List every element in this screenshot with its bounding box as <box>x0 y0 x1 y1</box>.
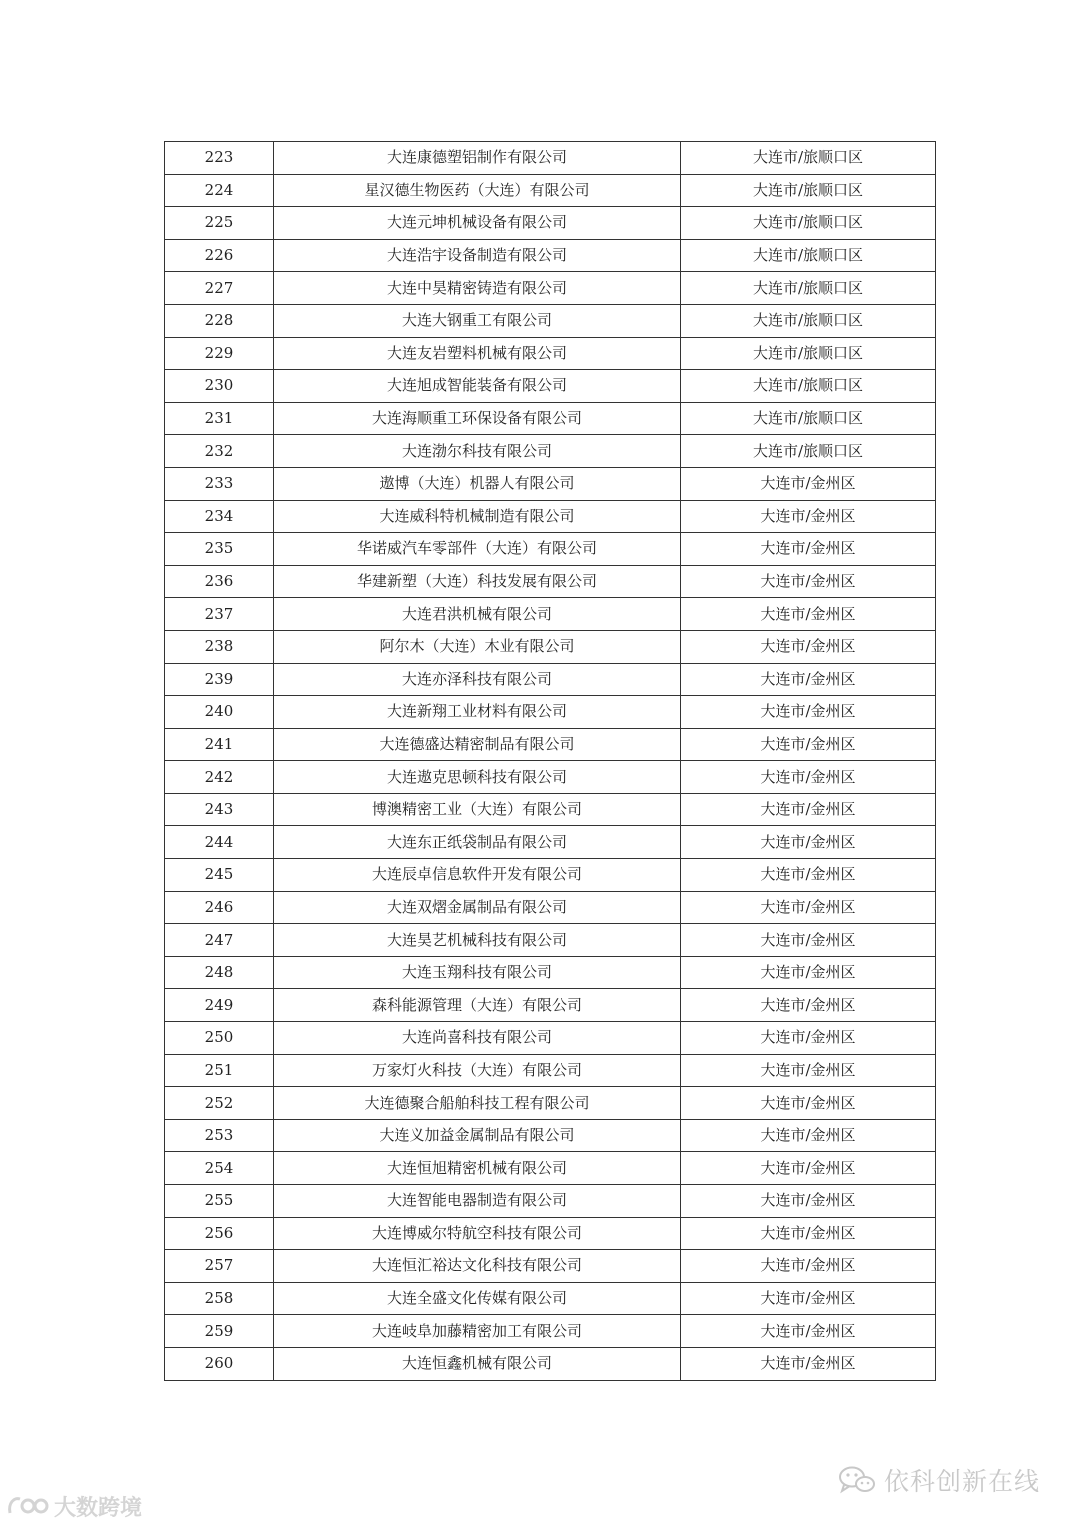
table-row <box>165 793 936 826</box>
location-cell: 大连市/旅顺口区 <box>681 304 936 337</box>
table-row <box>165 1087 936 1120</box>
table-row <box>165 1152 936 1185</box>
table-row <box>165 598 936 631</box>
row-number-cell: 226 <box>165 239 274 272</box>
location-cell: 大连市/金州区 <box>681 891 936 924</box>
wechat-watermark-text: 依科创新在线 <box>884 1467 1041 1496</box>
row-number-cell: 244 <box>165 826 274 859</box>
company-name-cell: 大连威科特机械制造有限公司 <box>274 500 681 533</box>
location-cell: 大连市/金州区 <box>681 1347 936 1380</box>
table-row <box>165 1347 936 1380</box>
company-name-cell: 大连双熠金属制品有限公司 <box>274 891 681 924</box>
location-cell: 大连市/旅顺口区 <box>681 272 936 305</box>
table-row <box>165 174 936 207</box>
wechat-icon <box>838 1465 876 1495</box>
table-row <box>165 1185 936 1218</box>
company-name-cell: 大连辰卓信息软件开发有限公司 <box>274 859 681 892</box>
company-name-cell: 大连遨克思顿科技有限公司 <box>274 761 681 794</box>
location-cell: 大连市/金州区 <box>681 630 936 663</box>
location-cell: 大连市/旅顺口区 <box>681 435 936 468</box>
company-name-cell: 大连大钢重工有限公司 <box>274 304 681 337</box>
location-cell: 大连市/金州区 <box>681 1022 936 1055</box>
company-name-cell: 遨博（大连）机器人有限公司 <box>274 467 681 500</box>
location-cell: 大连市/金州区 <box>681 1217 936 1250</box>
row-number-cell: 257 <box>165 1250 274 1283</box>
table-row <box>165 924 936 957</box>
table-row <box>165 728 936 761</box>
table-row <box>165 304 936 337</box>
company-name-cell: 万家灯火科技（大连）有限公司 <box>274 1054 681 1087</box>
company-name-cell: 大连德盛达精密制品有限公司 <box>274 728 681 761</box>
table-row <box>165 696 936 729</box>
row-number-cell: 249 <box>165 989 274 1022</box>
row-number-cell: 229 <box>165 337 274 370</box>
location-cell: 大连市/金州区 <box>681 1250 936 1283</box>
company-name-cell: 大连智能电器制造有限公司 <box>274 1185 681 1218</box>
location-cell: 大连市/金州区 <box>681 1282 936 1315</box>
table-row <box>165 500 936 533</box>
location-cell: 大连市/金州区 <box>681 1054 936 1087</box>
company-name-cell: 大连浩宇设备制造有限公司 <box>274 239 681 272</box>
location-cell: 大连市/金州区 <box>681 696 936 729</box>
table-row <box>165 663 936 696</box>
table-row <box>165 630 936 663</box>
company-name-cell: 大连渤尔科技有限公司 <box>274 435 681 468</box>
company-name-cell: 大连义加益金属制品有限公司 <box>274 1119 681 1152</box>
company-name-cell: 华诺威汽车零部件（大连）有限公司 <box>274 533 681 566</box>
company-name-cell: 大连元坤机械设备有限公司 <box>274 207 681 240</box>
company-list-table-container <box>164 141 935 1381</box>
company-name-cell: 博澳精密工业（大连）有限公司 <box>274 793 681 826</box>
table-row <box>165 142 936 175</box>
table-row <box>165 533 936 566</box>
row-number-cell: 240 <box>165 696 274 729</box>
row-number-cell: 251 <box>165 1054 274 1087</box>
table-row <box>165 826 936 859</box>
row-number-cell: 234 <box>165 500 274 533</box>
row-number-cell: 245 <box>165 859 274 892</box>
row-number-cell: 246 <box>165 891 274 924</box>
row-number-cell: 260 <box>165 1347 274 1380</box>
location-cell: 大连市/金州区 <box>681 500 936 533</box>
location-cell: 大连市/金州区 <box>681 533 936 566</box>
row-number-cell: 225 <box>165 207 274 240</box>
location-cell: 大连市/金州区 <box>681 956 936 989</box>
company-list-table <box>164 141 936 1381</box>
company-name-cell: 大连恒旭精密机械有限公司 <box>274 1152 681 1185</box>
company-name-cell: 大连恒汇裕达文化科技有限公司 <box>274 1250 681 1283</box>
row-number-cell: 237 <box>165 598 274 631</box>
location-cell: 大连市/金州区 <box>681 1087 936 1120</box>
table-row <box>165 1315 936 1348</box>
company-name-cell: 大连友岩塑料机械有限公司 <box>274 337 681 370</box>
company-name-cell: 大连东正纸袋制品有限公司 <box>274 826 681 859</box>
table-row <box>165 1054 936 1087</box>
table-row <box>165 565 936 598</box>
location-cell: 大连市/金州区 <box>681 663 936 696</box>
row-number-cell: 248 <box>165 956 274 989</box>
brand-logo-icon <box>6 1493 50 1519</box>
row-number-cell: 253 <box>165 1119 274 1152</box>
table-row <box>165 337 936 370</box>
location-cell: 大连市/金州区 <box>681 793 936 826</box>
company-name-cell: 阿尔木（大连）木业有限公司 <box>274 630 681 663</box>
brand-watermark <box>6 1490 142 1522</box>
row-number-cell: 250 <box>165 1022 274 1055</box>
location-cell: 大连市/旅顺口区 <box>681 337 936 370</box>
company-name-cell: 大连岐阜加藤精密加工有限公司 <box>274 1315 681 1348</box>
location-cell: 大连市/金州区 <box>681 467 936 500</box>
company-name-cell: 大连尚喜科技有限公司 <box>274 1022 681 1055</box>
location-cell: 大连市/旅顺口区 <box>681 370 936 403</box>
company-name-cell: 大连恒鑫机械有限公司 <box>274 1347 681 1380</box>
table-row <box>165 1217 936 1250</box>
table-row <box>165 761 936 794</box>
row-number-cell: 236 <box>165 565 274 598</box>
table-row <box>165 370 936 403</box>
company-name-cell: 大连德聚合船舶科技工程有限公司 <box>274 1087 681 1120</box>
row-number-cell: 243 <box>165 793 274 826</box>
company-name-cell: 大连亦泽科技有限公司 <box>274 663 681 696</box>
company-name-cell: 大连玉翔科技有限公司 <box>274 956 681 989</box>
company-name-cell: 大连海顺重工环保设备有限公司 <box>274 402 681 435</box>
table-row <box>165 1119 936 1152</box>
row-number-cell: 255 <box>165 1185 274 1218</box>
row-number-cell: 233 <box>165 467 274 500</box>
table-row <box>165 239 936 272</box>
company-name-cell: 大连中昊精密铸造有限公司 <box>274 272 681 305</box>
table-row <box>165 989 936 1022</box>
wechat-watermark <box>838 1462 1040 1498</box>
row-number-cell: 239 <box>165 663 274 696</box>
row-number-cell: 231 <box>165 402 274 435</box>
table-row <box>165 272 936 305</box>
location-cell: 大连市/旅顺口区 <box>681 207 936 240</box>
location-cell: 大连市/金州区 <box>681 761 936 794</box>
location-cell: 大连市/金州区 <box>681 1315 936 1348</box>
company-name-cell: 大连新翔工业材料有限公司 <box>274 696 681 729</box>
company-name-cell: 大连博威尔特航空科技有限公司 <box>274 1217 681 1250</box>
row-number-cell: 227 <box>165 272 274 305</box>
location-cell: 大连市/金州区 <box>681 826 936 859</box>
table-row <box>165 435 936 468</box>
company-name-cell: 森科能源管理（大连）有限公司 <box>274 989 681 1022</box>
row-number-cell: 258 <box>165 1282 274 1315</box>
location-cell: 大连市/金州区 <box>681 989 936 1022</box>
location-cell: 大连市/金州区 <box>681 859 936 892</box>
location-cell: 大连市/旅顺口区 <box>681 142 936 175</box>
row-number-cell: 242 <box>165 761 274 794</box>
table-row <box>165 1282 936 1315</box>
table-row <box>165 956 936 989</box>
row-number-cell: 238 <box>165 630 274 663</box>
company-name-cell: 华建新塑（大连）科技发展有限公司 <box>274 565 681 598</box>
brand-watermark-text: 大数跨境 <box>54 1495 143 1521</box>
company-name-cell: 大连旭成智能装备有限公司 <box>274 370 681 403</box>
row-number-cell: 228 <box>165 304 274 337</box>
company-name-cell: 大连昊艺机械科技有限公司 <box>274 924 681 957</box>
row-number-cell: 252 <box>165 1087 274 1120</box>
table-row <box>165 402 936 435</box>
row-number-cell: 235 <box>165 533 274 566</box>
table-row <box>165 207 936 240</box>
table-row <box>165 891 936 924</box>
row-number-cell: 254 <box>165 1152 274 1185</box>
location-cell: 大连市/金州区 <box>681 598 936 631</box>
table-row <box>165 859 936 892</box>
company-name-cell: 大连君洪机械有限公司 <box>274 598 681 631</box>
location-cell: 大连市/金州区 <box>681 728 936 761</box>
row-number-cell: 232 <box>165 435 274 468</box>
table-row <box>165 1250 936 1283</box>
company-name-cell: 星汉德生物医药（大连）有限公司 <box>274 174 681 207</box>
company-list-body <box>165 142 936 1381</box>
company-name-cell: 大连全盛文化传媒有限公司 <box>274 1282 681 1315</box>
row-number-cell: 256 <box>165 1217 274 1250</box>
location-cell: 大连市/旅顺口区 <box>681 402 936 435</box>
location-cell: 大连市/金州区 <box>681 924 936 957</box>
table-row <box>165 467 936 500</box>
row-number-cell: 224 <box>165 174 274 207</box>
location-cell: 大连市/旅顺口区 <box>681 239 936 272</box>
location-cell: 大连市/金州区 <box>681 1152 936 1185</box>
row-number-cell: 241 <box>165 728 274 761</box>
location-cell: 大连市/金州区 <box>681 565 936 598</box>
row-number-cell: 223 <box>165 142 274 175</box>
row-number-cell: 230 <box>165 370 274 403</box>
company-name-cell: 大连康德塑铝制作有限公司 <box>274 142 681 175</box>
location-cell: 大连市/旅顺口区 <box>681 174 936 207</box>
table-row <box>165 1022 936 1055</box>
row-number-cell: 259 <box>165 1315 274 1348</box>
location-cell: 大连市/金州区 <box>681 1119 936 1152</box>
location-cell: 大连市/金州区 <box>681 1185 936 1218</box>
row-number-cell: 247 <box>165 924 274 957</box>
